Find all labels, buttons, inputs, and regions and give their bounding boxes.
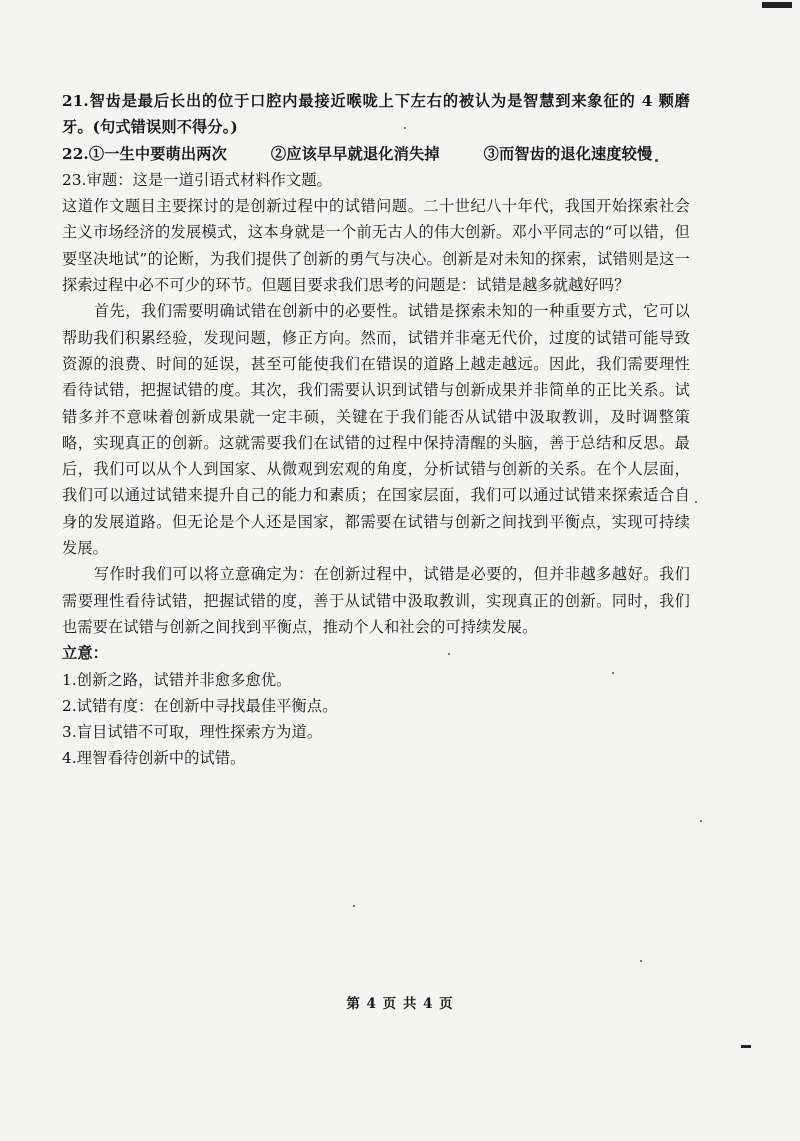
answer-content — [62, 88, 690, 772]
ideas-list — [62, 667, 690, 772]
idea-item-4: 4.理智看待创新中的试错。 — [62, 749, 246, 768]
page-indicator: 第 4 页 共 4 页 — [346, 996, 454, 1012]
ideas-heading: 立意： — [62, 644, 109, 663]
answer-q23-paragraph-2: 首先，我们需要明确试错在创新中的必要性。试错是探索未知的一种重要方式，它可以帮助我们积累经验，发现问题，修正方向。然而，试错并非毫无代价，过度的试错可能导致资源的浪费、时间的延误，甚至可能使我们在错误的道路上越走越远。因此，我们需要理性看待试错，把握试错的度。其次，我们需要认识到试错与创新成果并非简单的正比关系。试错多并不意味着创新成果就一定丰硕，关键在于我们能否从试错中汲取教训，及时调整策略，实现真正的创新。这就需要我们在试错的过程中保持清醒的头脑，善于总结和反思。最后，我们可以从个人到国家、从微观到宏观的角度，分析试错与创新的关系。在个人层面，我们可以通过试错来提升自己的能力和素质；在国家层面，我们可以通过试错来探索适合自身的发展道路。但无论是个人还是国家，都需要在试错与创新之间找到平衡点，实现可持续发展。 — [62, 302, 690, 558]
scan-edge-mark-bottom — [741, 1045, 751, 1048]
answer-q22-label: 22. — [62, 144, 89, 163]
answer-q22-item-2: ②应该早早就退化消失掉 — [270, 144, 440, 163]
scan-speck — [700, 820, 702, 822]
idea-item-1: 1.创新之路，试错并非愈多愈优。 — [62, 670, 292, 689]
answer-q22-item-1: ①一生中要萌出两次 — [88, 144, 227, 163]
answer-q22-group — [62, 141, 227, 167]
answer-q21: 21.智齿是最后长出的位于口腔内最接近喉咙上下左右的被认为是智慧到来象征的 4 颗磨牙。(句式错误则不得分。) — [62, 92, 690, 137]
answer-q22-item-3: ③而智齿的退化速度较慢 — [483, 144, 653, 163]
answer-q23-paragraph-1: 这道作文题目主要探讨的是创新过程中的试错问题。二十世纪八十年代，我国开始探索社会主义市场经济的发展模式，这本身就是一个前无古人的伟大创新。邓小平同志的“可以错，但要坚决地试”的论断，为我们提供了创新的勇气与决心。创新是对未知的探索，试错则是这一探索过程中必不可少的环节。但题目要求我们思考的问题是：试错是越多就越好吗？ — [62, 197, 690, 295]
scan-speck — [353, 905, 355, 907]
idea-item-3: 3.盲目试错不可取，理性探索方为道。 — [62, 723, 323, 742]
answer-q23-intro: 23.审题：这是一道引语式材料作文题。 — [62, 170, 333, 189]
idea-item-2: 2.试错有度：在创新中寻找最佳平衡点。 — [62, 696, 338, 715]
answer-q22 — [62, 141, 690, 167]
scan-speck — [695, 501, 697, 503]
scan-edge-mark-top — [762, 2, 792, 8]
answer-q23-paragraph-3: 写作时我们可以将立意确定为：在创新过程中，试错是必要的，但并非越多越好。我们需要理性看待试错，把握试错的度，善于从试错中汲取教训，实现真正的创新。同时，我们也需要在试错与创新之间找到平衡点，推动个人和社会的可持续发展。 — [62, 565, 690, 636]
scan-speck — [640, 960, 642, 962]
